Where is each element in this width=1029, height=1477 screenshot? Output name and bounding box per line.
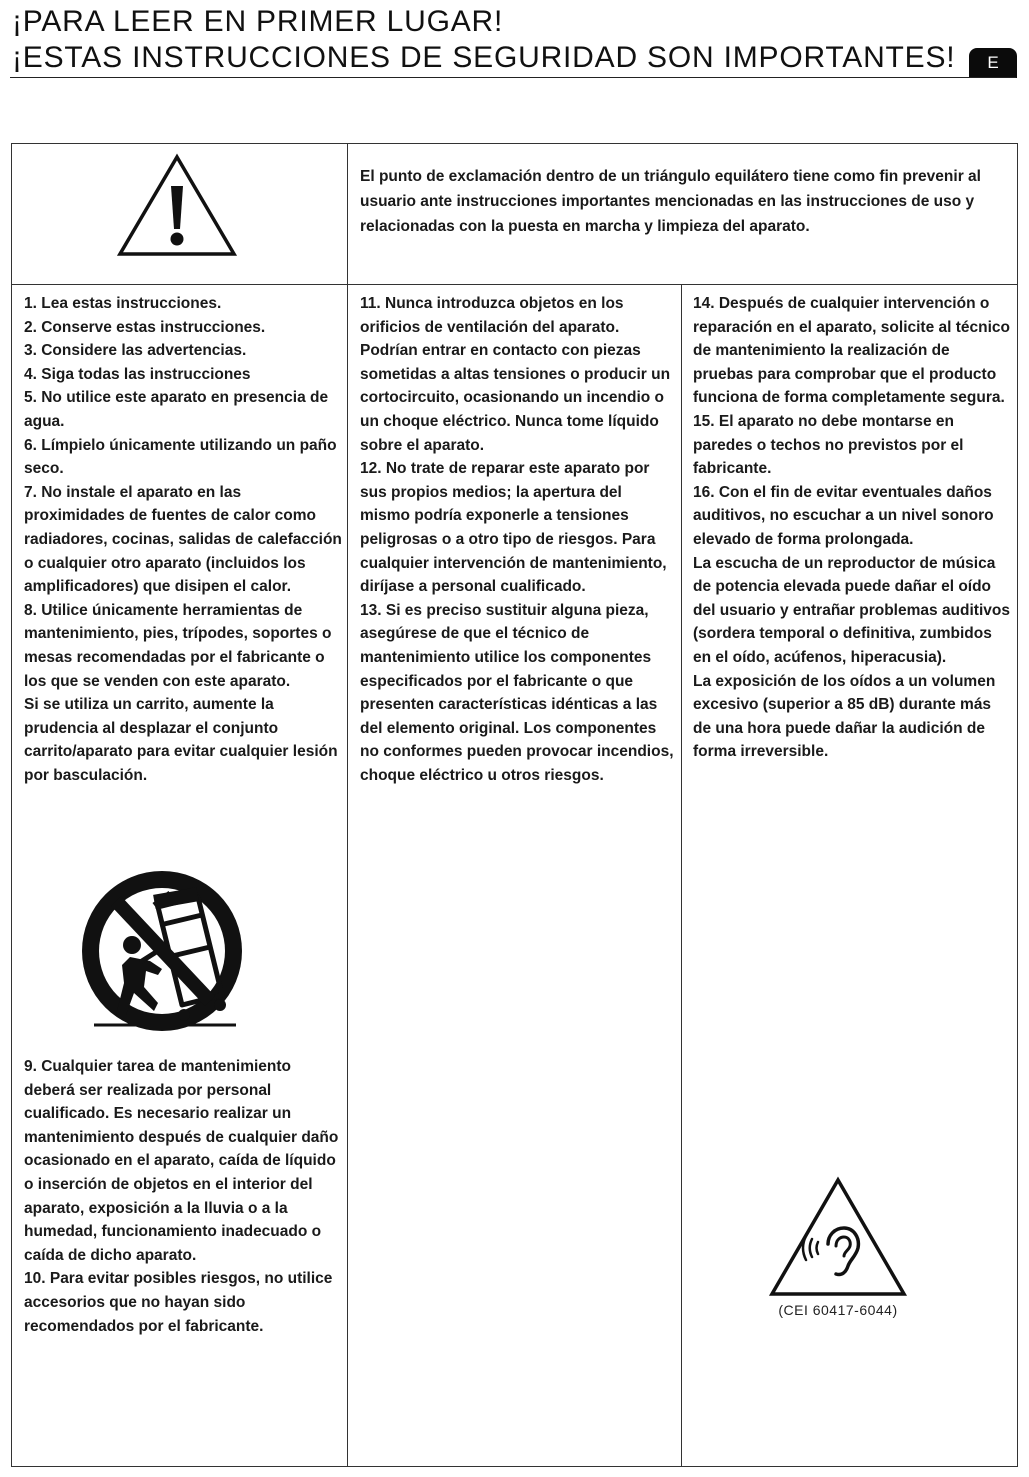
instructions-column-3	[693, 292, 1011, 764]
list-item: La escucha de un reproductor de música de potencia elevada puede dañar el oído del usuario y entrañar problemas auditivos (sordera temporal o definitiva, zumbidos en el oído, acúfenos, hiperacusia).	[693, 554, 1010, 666]
list-item: La exposición de los oídos a un volumen excesivo (superior a 85 dB) durante más de una hora puede dañar la audición de forma irreversible.	[693, 672, 996, 761]
list-item: 3. Considere las advertencias.	[24, 342, 247, 360]
page-title-line-1: ¡PARA LEER EN PRIMER LUGAR!	[12, 5, 504, 38]
list-item: 7. No instale el aparato en las proximidades de fuentes de calor como radiadores, cocinas, salidas de calefacción o cualquier otro aparato (incluidos los amplificadores) que disipen el calor.	[24, 483, 342, 596]
table-column-divider-1	[347, 143, 348, 1467]
instructions-column-1-continued	[24, 1055, 342, 1338]
list-item: 12. No trate de reparar este aparato por sus propios medios; la apertura del mismo podría exponerle a tensiones peligrosas o a otro tipo de riesgos. Para cualquier intervención de mantenimiento, diríjase a personal cualificado.	[360, 460, 667, 596]
exclamation-triangle-icon	[116, 153, 238, 259]
language-tab: E	[969, 48, 1017, 78]
hearing-damage-warning-icon	[768, 1176, 908, 1298]
list-item: Si se utiliza un carrito, aumente la prudencia al desplazar el conjunto carrito/aparato para evitar cualquier lesión por basculación.	[24, 696, 338, 784]
instructions-column-1	[24, 292, 342, 787]
list-item: 11. Nunca introduzca objetos en los orificios de ventilación del aparato. Podrían entrar en contacto con piezas sometidas a altas tensiones o producir un cortocircuito, ocasionando un incendio o un choque eléctrico. Nunca tome líquido sobre el aparato.	[360, 295, 671, 454]
list-item: 5. No utilice este aparato en presencia de agua.	[24, 389, 329, 430]
list-item: 6. Límpielo únicamente utilizando un paño seco.	[24, 436, 337, 478]
header-divider	[10, 77, 1016, 78]
list-item: 4. Siga todas las instrucciones	[24, 365, 251, 383]
list-item: 15. El aparato no debe montarse en paredes o techos no previstos por el fabricante.	[693, 412, 964, 478]
cart-tip-over-warning-icon	[74, 865, 254, 1043]
list-item: 8. Utilice únicamente herramientas de mantenimiento, pies, trípodes, soportes o mesas recomendadas por el fabricante o los que se venden con este aparato.	[24, 601, 332, 690]
list-item: 1. Lea estas instrucciones.	[24, 295, 222, 312]
page-title-line-2: ¡ESTAS INSTRUCCIONES DE SEGURIDAD SON IMPORTANTES!	[12, 41, 956, 74]
instructions-column-2	[360, 292, 676, 787]
list-item: 9. Cualquier tarea de mantenimiento deberá ser realizada por personal cualificado. Es necesario realizar un mantenimiento después de cualquier daño ocasionado en el aparato, caída de líquido o inserción de objetos en el interior del aparato, exposición a la lluvia o a la humedad, funcionamiento inadecuado o caída de dicho aparato.	[24, 1058, 339, 1264]
list-item: 14. Después de cualquier intervención o reparación en el aparato, solicite al técnico de mantenimiento la realización de pruebas para comprobar que el producto funciona de forma completamente segura.	[693, 295, 1011, 407]
list-item: 16. Con el fin de evitar eventuales daños auditivos, no escuchar a un nivel sonoro elevado de forma prolongada.	[693, 483, 994, 548]
list-item: 10. Para evitar posibles riesgos, no utilice accesorios que no hayan sido recomendados por el fabricante.	[24, 1270, 333, 1335]
table-row-divider	[11, 284, 1018, 285]
list-item: 2. Conserve estas instrucciones.	[24, 318, 266, 336]
table-column-divider-2	[681, 284, 682, 1467]
warning-description: El punto de exclamación dentro de un triángulo equilátero tiene como fin prevenir al usuario ante instrucciones importantes mencionadas en las instrucciones de uso y relacionadas con la puesta en marcha y limpieza del aparato.	[360, 168, 981, 235]
list-item: 13. Si es preciso sustituir alguna pieza, asegúrese de que el técnico de mantenimiento utilice los componentes especificados por el fabricante o que presenten características idénticas a las del elemento original. Los componentes no conformes pueden provocar incendios, choque eléctrico u otros riesgos.	[360, 601, 674, 784]
hearing-icon-caption: (CEI 60417-6044)	[778, 1302, 898, 1318]
